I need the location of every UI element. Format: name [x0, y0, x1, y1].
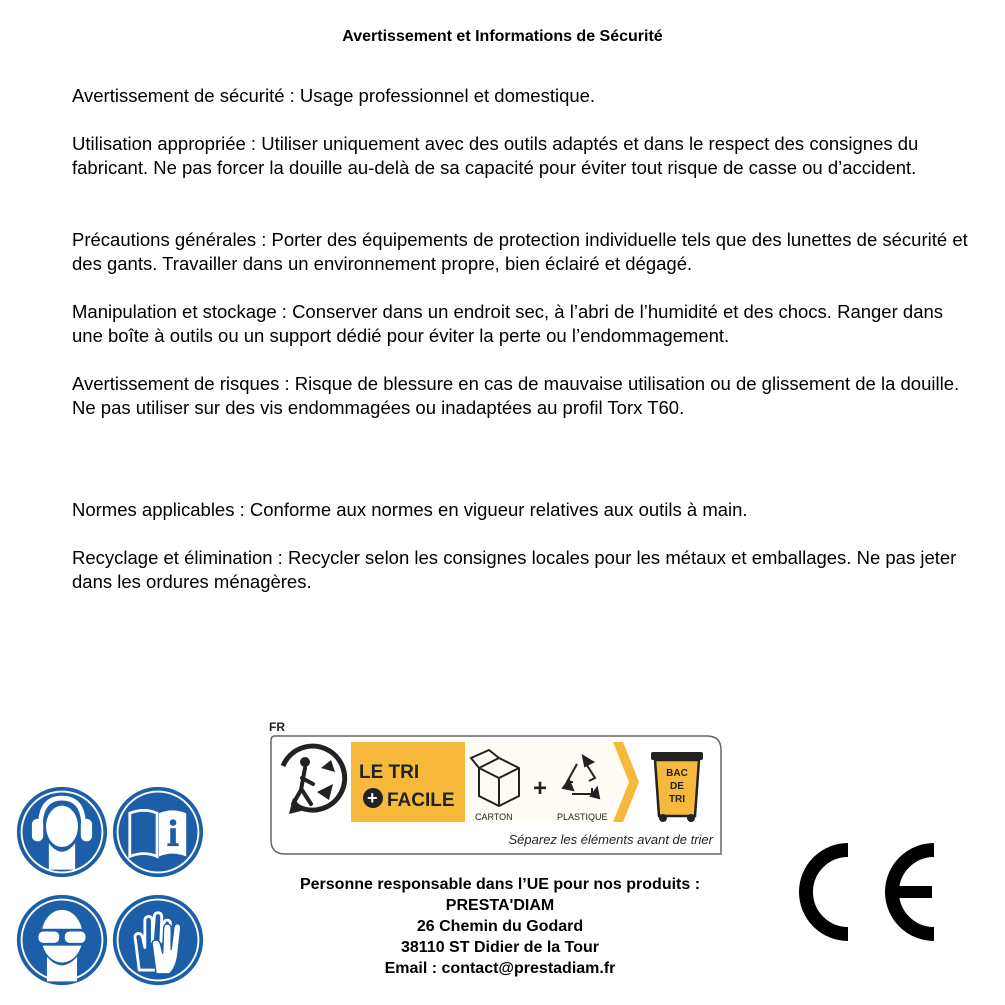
ear-protection-icon — [15, 785, 109, 879]
address-line-1: 26 Chemin du Godard — [416, 918, 584, 935]
eye-protection-icon — [15, 893, 109, 987]
plastique-label: PLASTIQUE — [557, 812, 608, 822]
country-code: FR — [269, 720, 285, 734]
svg-text:DE: DE — [670, 781, 684, 792]
address-line-2: 38110 ST Didier de la Tour — [401, 939, 599, 956]
triman-footer-text: Séparez les éléments avant de trier — [508, 832, 713, 847]
svg-text:BAC: BAC — [666, 768, 688, 779]
responsible-person-block — [240, 874, 760, 979]
facile-label: FACILE — [387, 790, 455, 811]
responsible-heading: Personne responsable dans l’UE pour nos produits : — [299, 876, 701, 893]
handling-storage-paragraph: Manipulation et stockage : Conserver dans un endroit sec, à l’abri de l’humidité et des chocs. Ranger dans une boîte à outils ou un support dédié pour éviter la perte ou l’endommagement. — [72, 301, 944, 346]
standards-paragraph: Normes applicables : Conforme aux normes en vigueur relatives aux outils à main. — [72, 499, 748, 520]
general-precautions-paragraph: Précautions générales : Porter des équipements de protection individuelle tels que des lunettes de sécurité et des gants. Travailler dans un environnement propre, bien éclairé et dégagé. — [72, 229, 968, 274]
le-tri-label: LE TRI — [359, 762, 420, 783]
ce-mark-icon — [798, 842, 938, 942]
carton-label: CARTON — [475, 812, 513, 822]
read-manual-icon — [111, 785, 205, 879]
safety-warning-paragraph: Avertissement de sécurité : Usage professionnel et domestique. — [72, 85, 596, 106]
company-name: PRESTA'DIAM — [445, 897, 555, 914]
proper-use-paragraph: Utilisation appropriée : Utiliser uniquement avec des outils adaptés et dans le respect des consignes du fabricant. Ne pas forcer la douille au-delà de sa capacité pour éviter tout risque de casse ou d’accident. — [72, 133, 919, 178]
triman-recycling-label — [267, 718, 725, 858]
svg-text:+: + — [367, 788, 378, 808]
bac-de-tri-bin-icon — [651, 752, 703, 822]
page-title: Avertissement et Informations de Sécurité — [342, 28, 663, 45]
recycling-paragraph: Recyclage et élimination : Recycler selon les consignes locales pour les métaux et emballages. Ne pas jeter dans les ordures ménagères. — [72, 547, 957, 592]
svg-text:+: + — [533, 775, 548, 802]
risk-warning-paragraph: Avertissement de risques : Risque de blessure en cas de mauvaise utilisation ou de glissement de la douille. Ne pas utiliser sur des vis endommagées ou inadaptées au profil Torx T60. — [72, 373, 960, 418]
gloves-icon — [111, 893, 205, 987]
svg-text:TRI: TRI — [668, 794, 686, 805]
email-line: Email : contact@prestadiam.fr — [384, 960, 616, 977]
